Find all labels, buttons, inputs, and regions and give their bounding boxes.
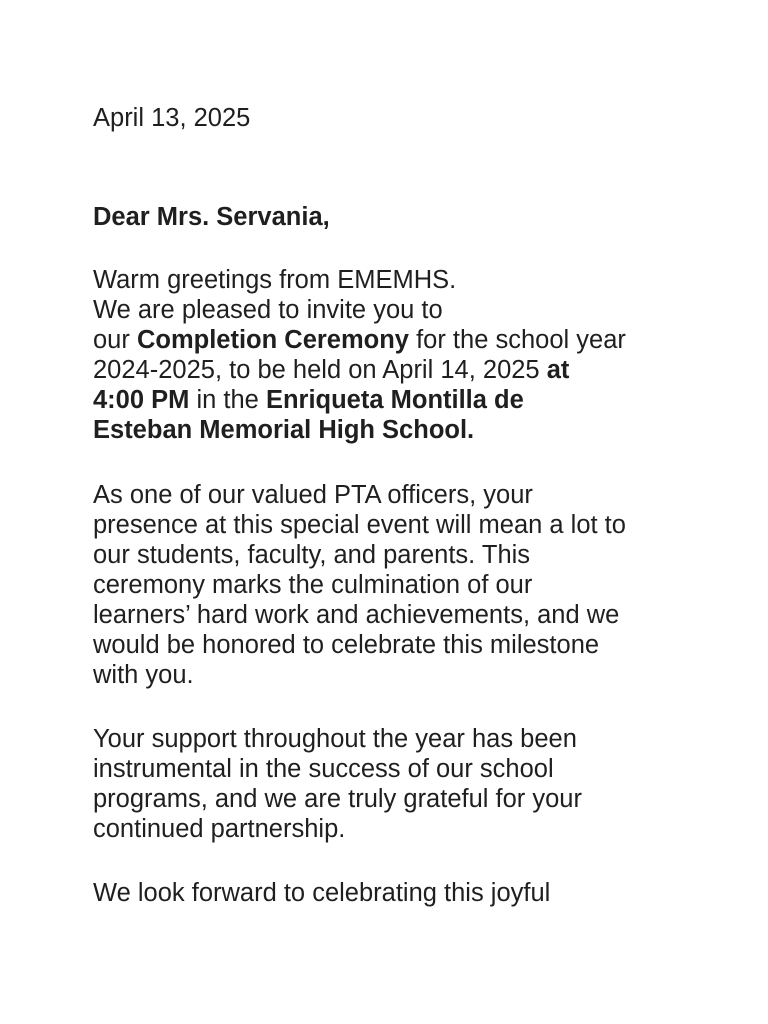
event-venue: Enriqueta Montilla de bbox=[265, 386, 524, 414]
text-line: our students, faculty, and parents. This bbox=[93, 541, 531, 569]
text-line: As one of our valued PTA officers, your bbox=[93, 481, 533, 509]
text-run: for the school year bbox=[409, 326, 626, 354]
text-line bbox=[93, 325, 693, 355]
paragraph-support bbox=[93, 724, 693, 844]
text-line: presence at this special event will mean a lot to bbox=[93, 511, 626, 539]
event-time: 4:00 PM bbox=[93, 386, 190, 414]
text-run: in the bbox=[189, 386, 266, 414]
text-line: programs, and we are truly grateful for your bbox=[93, 785, 582, 813]
event-venue-cont: Esteban Memorial High School. bbox=[93, 416, 475, 444]
text-line: continued partnership. bbox=[93, 815, 346, 843]
text-run-bold: at bbox=[546, 356, 570, 384]
text-line: would be honored to celebrate this milestone bbox=[93, 631, 600, 659]
text-line bbox=[93, 385, 693, 415]
paragraph-invitation bbox=[93, 265, 693, 445]
letter-date: April 13, 2025 bbox=[93, 104, 251, 132]
paragraph-closing bbox=[93, 878, 693, 908]
text-line: We look forward to celebrating this joyful bbox=[93, 879, 551, 907]
text-run: our bbox=[93, 326, 137, 354]
text-line: Your support throughout the year has been bbox=[93, 725, 577, 753]
text-line: Warm greetings from EMEMHS. bbox=[93, 266, 457, 294]
text-line: learners’ hard work and achievements, and we bbox=[93, 601, 620, 629]
text-run: 2024-2025, to be held on April 14, 2025 bbox=[93, 356, 547, 384]
text-line: with you. bbox=[93, 661, 194, 689]
text-line: We are pleased to invite you to bbox=[93, 296, 443, 324]
event-name: Completion Ceremony bbox=[136, 326, 409, 354]
text-line: instrumental in the success of our school bbox=[93, 755, 554, 783]
text-line: ceremony marks the culmination of our bbox=[93, 571, 533, 599]
letter-salutation: Dear Mrs. Servania, bbox=[93, 203, 330, 231]
text-line bbox=[93, 415, 693, 445]
paragraph-pta bbox=[93, 480, 693, 690]
text-line bbox=[93, 355, 693, 385]
